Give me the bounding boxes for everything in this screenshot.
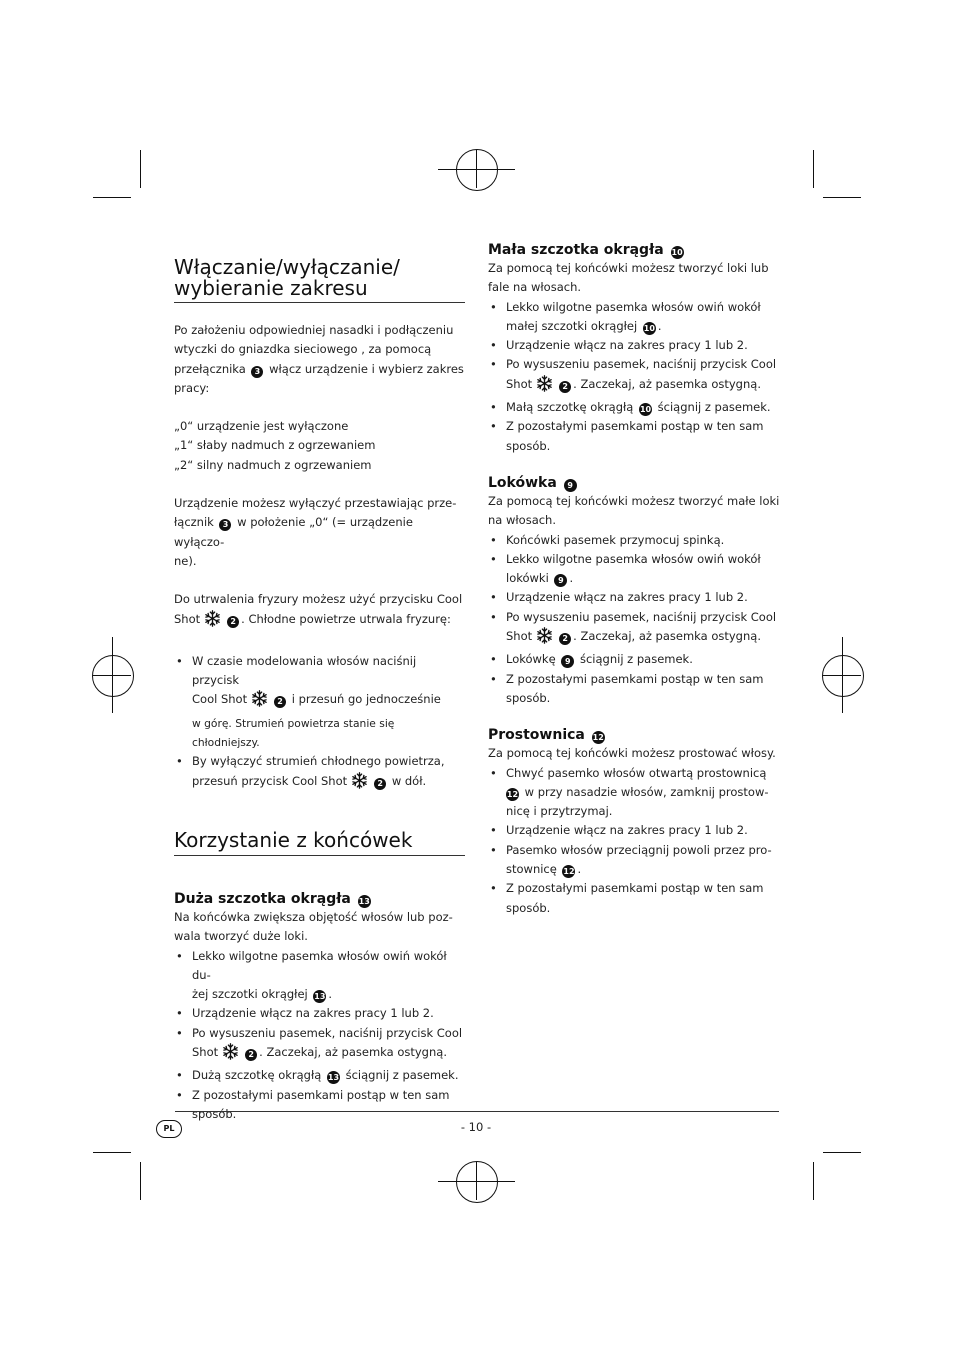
number-badge: 3: [219, 519, 231, 531]
snowflake-icon: [222, 1043, 239, 1066]
snowflake-icon: [536, 627, 553, 650]
list-item: • Z pozostałymi pasemkami postąp w ten sam sposób.: [174, 1086, 465, 1125]
registration-mark: [456, 149, 498, 191]
subsection-heading: Lokówka 9: [488, 474, 780, 492]
text-line: Do utrwalenia fryzury możesz użyć przycisku Cool: [174, 592, 463, 607]
list-item: • Z pozostałymi pasemkami postąp w ten sam sposób.: [488, 670, 780, 709]
right-column: [488, 241, 780, 918]
text-line: Na końcówka zwiększa objętość włosów lub poz-: [174, 909, 453, 924]
heading-line: Włączanie/wyłączanie/: [174, 255, 400, 279]
list-item: • Z pozostałymi pasemkami postąp w ten sam sposób.: [488, 417, 780, 456]
heading-rule: [174, 302, 465, 303]
language-badge: PL: [156, 1120, 182, 1138]
number-badge: 2: [559, 381, 571, 393]
list-item: • Urządzenie włącz na zakres pracy 1 lub 2.: [174, 1004, 465, 1023]
snowflake-icon: [536, 375, 553, 398]
crop-mark: [93, 197, 131, 198]
list-item: • Chwyć pasemko włosów otwartą prostownicą 12 w przy nasadzie włosów, zamknij prostow- nicę i przytrzymaj.: [488, 764, 780, 822]
pro-bullets: [488, 764, 780, 918]
snowflake-icon: [351, 772, 368, 795]
number-badge: 9: [561, 655, 574, 668]
text-line: na włosach.: [488, 513, 557, 528]
list-item: • Z pozostałymi pasemkami postąp w ten sam sposób.: [488, 879, 780, 918]
text-line: Za pomocą tej końcówki możesz tworzyć loki lub: [488, 261, 769, 275]
crop-mark: [813, 1162, 814, 1200]
mode-item: „0“ urządzenie jest wyłączone: [174, 419, 349, 434]
heading-rule: [174, 855, 465, 856]
subsection-heading: Prostownica 12: [488, 727, 604, 744]
list-item: • Dużą szczotkę okrągłą 13 ściągnij z pasemek.: [174, 1066, 465, 1085]
text-line: fale na włosach.: [488, 280, 582, 295]
number-badge: 3: [251, 366, 263, 378]
list-item: • Po wysuszeniu pasemek, naciśnij przycisk Cool Shot 2 . Zaczekaj, aż pasemka ostygną.: [488, 355, 780, 398]
text-line: wtyczki do gniazdka sieciowego , za pomocą: [174, 342, 432, 357]
crop-mark: [140, 1162, 141, 1200]
text-line: Po założeniu odpowiedniej nasadki i podłączeniu: [174, 323, 454, 337]
text-line: Urządzenie możesz wyłączyć przestawiając prze-: [174, 496, 457, 511]
subsection-heading: Mała szczotka okrągła 10: [488, 242, 683, 258]
list-item: • Urządzenie włącz na zakres pracy 1 lub 2.: [488, 588, 780, 607]
list-item: • By wyłączyć strumień chłodnego powietrza, przesuń przycisk Cool Shot 2 w dół.: [174, 752, 465, 795]
crop-mark: [93, 1152, 131, 1153]
number-badge: 2: [274, 696, 286, 708]
mode-list: [174, 417, 465, 475]
crop-mark: [823, 1152, 861, 1153]
number-badge: 2: [559, 633, 571, 645]
number-badge: 10: [671, 248, 683, 257]
number-badge: 10: [639, 405, 652, 415]
list-item: • Końcówki pasemek przymocuj spinką.: [488, 531, 780, 550]
lok-bullets: [488, 531, 780, 709]
list-item: • Po wysuszeniu pasemek, naciśnij przycisk Cool Shot 2 . Zaczekaj, aż pasemka ostygną.: [174, 1024, 465, 1067]
number-badge: 13: [314, 992, 326, 1002]
mode-item: „2“ silny nadmuch z ogrzewaniem: [174, 457, 372, 472]
number-badge: 10: [643, 323, 655, 333]
text-line: przełącznika 3 włącz urządzenie i wybierz zakres: [174, 361, 464, 376]
text-line: łącznik 3 w położenie „0“ (= urządzenie wyłączo-: [174, 515, 413, 549]
crop-mark: [813, 150, 814, 188]
registration-mark: [822, 655, 864, 697]
intro-paragraph: [174, 321, 465, 398]
text-line: pracy:: [174, 380, 210, 395]
coolshot-paragraph: [174, 590, 465, 633]
page-number: - 10 -: [460, 1120, 492, 1134]
number-badge: 12: [506, 789, 519, 799]
crop-mark: [823, 197, 861, 198]
number-badge: 12: [592, 733, 604, 743]
subsection-heading: Duża szczotka okrągła 13: [174, 890, 370, 907]
left-column: [174, 257, 465, 1124]
list-item: • Urządzenie włącz na zakres pracy 1 lub 2.: [488, 336, 780, 355]
list-item: • Urządzenie włącz na zakres pracy 1 lub 2.: [488, 821, 780, 840]
text-line: Shot 2 . Chłodne powietrze utrwala fryzurę:: [174, 610, 465, 633]
registration-mark: [456, 1161, 498, 1203]
snowflake-icon: [204, 610, 221, 633]
coolshot-bullets: [174, 652, 465, 795]
number-badge: 13: [358, 896, 370, 906]
registration-mark: [92, 655, 134, 697]
number-badge: 2: [374, 778, 386, 790]
number-badge: 2: [245, 1049, 257, 1061]
duza-bullets: [174, 947, 465, 1125]
list-item: • Lekko wilgotne pasemka włosów owiń wokół du- żej szczotki okrągłej 13 .: [174, 947, 465, 1005]
text-line: ne).: [174, 553, 197, 568]
list-item: • Małą szczotkę okrągłą 10 ściągnij z pasemek.: [488, 398, 780, 417]
list-item: • Lekko wilgotne pasemka włosów owiń wokół lokówki 9 .: [488, 550, 780, 589]
number-badge: 12: [563, 867, 575, 877]
footer-rule: [175, 1111, 779, 1112]
text-line: Za pomocą tej końcówki możesz tworzyć małe loki: [488, 493, 780, 508]
off-paragraph: [174, 494, 465, 571]
number-badge: 9: [554, 574, 567, 587]
list-item: • Pasemko włosów przeciągnij powoli przez pro- stownicę 12 .: [488, 841, 780, 880]
number-badge: 9: [564, 479, 577, 492]
heading-line: wybieranie zakresu: [174, 276, 368, 300]
text-line: wala tworzyć duże loki.: [174, 929, 308, 944]
snowflake-icon: [251, 690, 268, 713]
list-item: • Po wysuszeniu pasemek, naciśnij przycisk Cool Shot 2 . Zaczekaj, aż pasemka ostygną.: [488, 608, 780, 651]
crop-mark: [140, 150, 141, 188]
mala-bullets: [488, 298, 780, 456]
list-item: • Lokówkę 9 ściągnij z pasemek.: [488, 650, 780, 669]
number-badge: 2: [227, 616, 239, 628]
number-badge: 13: [327, 1073, 340, 1083]
section-heading: Korzystanie z końcówek: [174, 827, 413, 852]
list-item: • W czasie modelowania włosów naciśnij przycisk Cool Shot 2 i przesuń go jednocześnie w górę. Strumień powietrza stanie się chłodniejszy.: [174, 652, 465, 752]
list-item: • Lekko wilgotne pasemka włosów owiń wokół małej szczotki okrągłej 10 .: [488, 298, 780, 337]
mode-item: „1“ słaby nadmuch z ogrzewaniem: [174, 438, 376, 453]
section-heading: [174, 257, 465, 299]
text-line: Za pomocą tej końcówki możesz prostować włosy.: [488, 746, 776, 761]
